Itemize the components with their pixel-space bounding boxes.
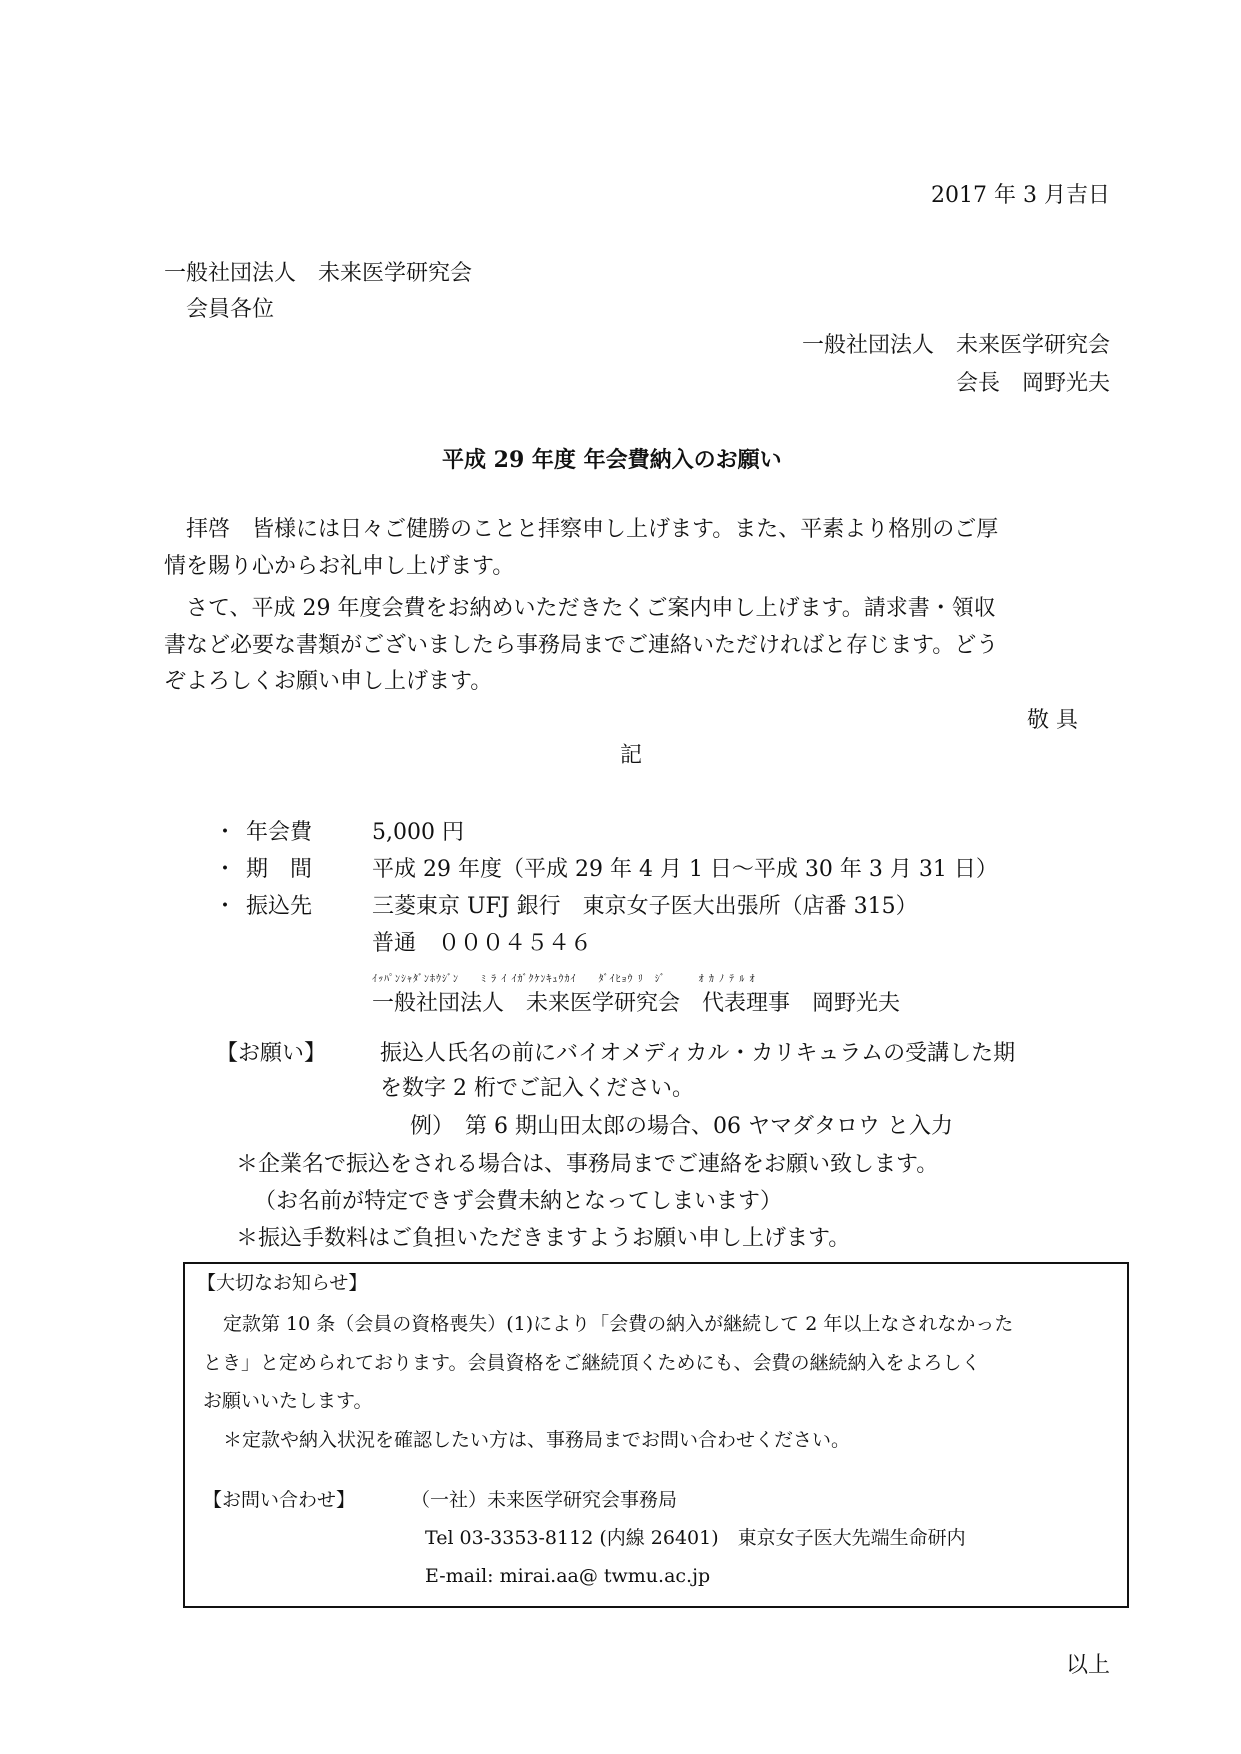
request-line: を数字 2 桁でご記入ください。 (380, 1076, 694, 1101)
request-example: 例） 第 6 期山田太郎の場合、06 ヤマダタロウ と入力 (410, 1114, 953, 1139)
fee-label: 年会費 (246, 820, 313, 845)
body-line: 書など必要な書類がございましたら事務局までご連絡いただければと存じます。どう (164, 633, 999, 658)
transfer-label: 振込先 (246, 894, 313, 919)
notice-heading: 【大切なお知らせ】 (197, 1272, 368, 1294)
fee-value: 5,000 円 (372, 820, 464, 845)
important-notice-box (183, 1262, 1129, 1608)
contact-organization: （一社）未来医学研究会事務局 (411, 1489, 678, 1511)
request-line: 振込人氏名の前にバイオメディカル・カリキュラムの受講した期 (380, 1041, 1016, 1066)
period-label: 期 間 (246, 857, 313, 882)
notice-line: 定款第 10 条（会員の資格喪失）(1)により「会費の納入が継続して 2 年以上なされなかった (223, 1313, 1014, 1335)
bank-branch: 三菱東京 UFJ 銀行 東京女子医大出張所（店番 315） (372, 894, 918, 919)
bullet: ・ (214, 894, 237, 919)
closing-phrase: 敬 具 (1027, 708, 1078, 733)
end-mark: 以上 (1065, 1653, 1110, 1678)
notice-line: とき」と定められております。会員資格をご継続頂くためにも、会費の継続納入をよろしく (203, 1352, 981, 1374)
period-value: 平成 29 年度（平成 29 年 4 月 1 日～平成 30 年 3 月 31 日） (372, 857, 998, 882)
notice-line: お願いいたします。 (203, 1390, 373, 1412)
bullet: ・ (214, 820, 237, 845)
body-line: ぞよろしくお願い申し上げます。 (164, 669, 493, 694)
request-note: ＊振込手数料はご負担いただきますようお願い申し上げます。 (236, 1226, 851, 1251)
request-label: 【お願い】 (216, 1041, 327, 1066)
bullet: ・ (214, 857, 237, 882)
contact-label: 【お問い合わせ】 (203, 1489, 356, 1511)
account-name-ruby: ｲｯﾊﾟﾝｼｬﾀﾞﾝﾎｳｼﾞﾝ ﾐ ﾗ ｲ ｲｶﾞｸｹﾝｷｭｳｶｲ ﾀﾞｲﾋｮｳ ﾘ ｼﾞ ｵ ｶ ﾉ ﾃ ﾙ ｵ (372, 974, 756, 985)
account-number: 普通 ０００４５４６ (372, 931, 593, 956)
sender-name: 会長 岡野光夫 (955, 371, 1110, 396)
body-line: 情を賜り心からお礼申し上げます。 (164, 554, 515, 579)
letter-date: 2017 年 3 月吉日 (931, 183, 1110, 208)
contact-email: E-mail: mirai.aa@ twmu.ac.jp (425, 1565, 711, 1587)
recipient: 会員各位 (186, 297, 275, 322)
letter-title: 平成 29 年度 年会費納入のお願い (442, 447, 782, 473)
contact-phone: Tel 03-3353-8112 (内線 26401) 東京女子医大先端生命研内 (425, 1527, 966, 1549)
recipient-organization: 一般社団法人 未来医学研究会 (164, 261, 473, 286)
ki-heading: 記 (620, 743, 643, 768)
body-line: 拝啓 皆様には日々ご健勝のことと拝察申し上げます。また、平素より格別のご厚 (186, 517, 999, 542)
request-note: ＊企業名で振込をされる場合は、事務局までご連絡をお願い致します。 (236, 1152, 939, 1177)
request-note: （お名前が特定できず会費未納となってしまいます） (254, 1189, 783, 1214)
body-line: さて、平成 29 年度会費をお納めいただきたくご案内申し上げます。請求書・領収 (186, 596, 996, 621)
notice-line: ＊定款や納入状況を確認したい方は、事務局までお問い合わせください。 (223, 1429, 851, 1451)
sender-organization: 一般社団法人 未来医学研究会 (801, 333, 1110, 358)
account-name: 一般社団法人 未来医学研究会 代表理事 岡野光夫 (372, 991, 901, 1016)
